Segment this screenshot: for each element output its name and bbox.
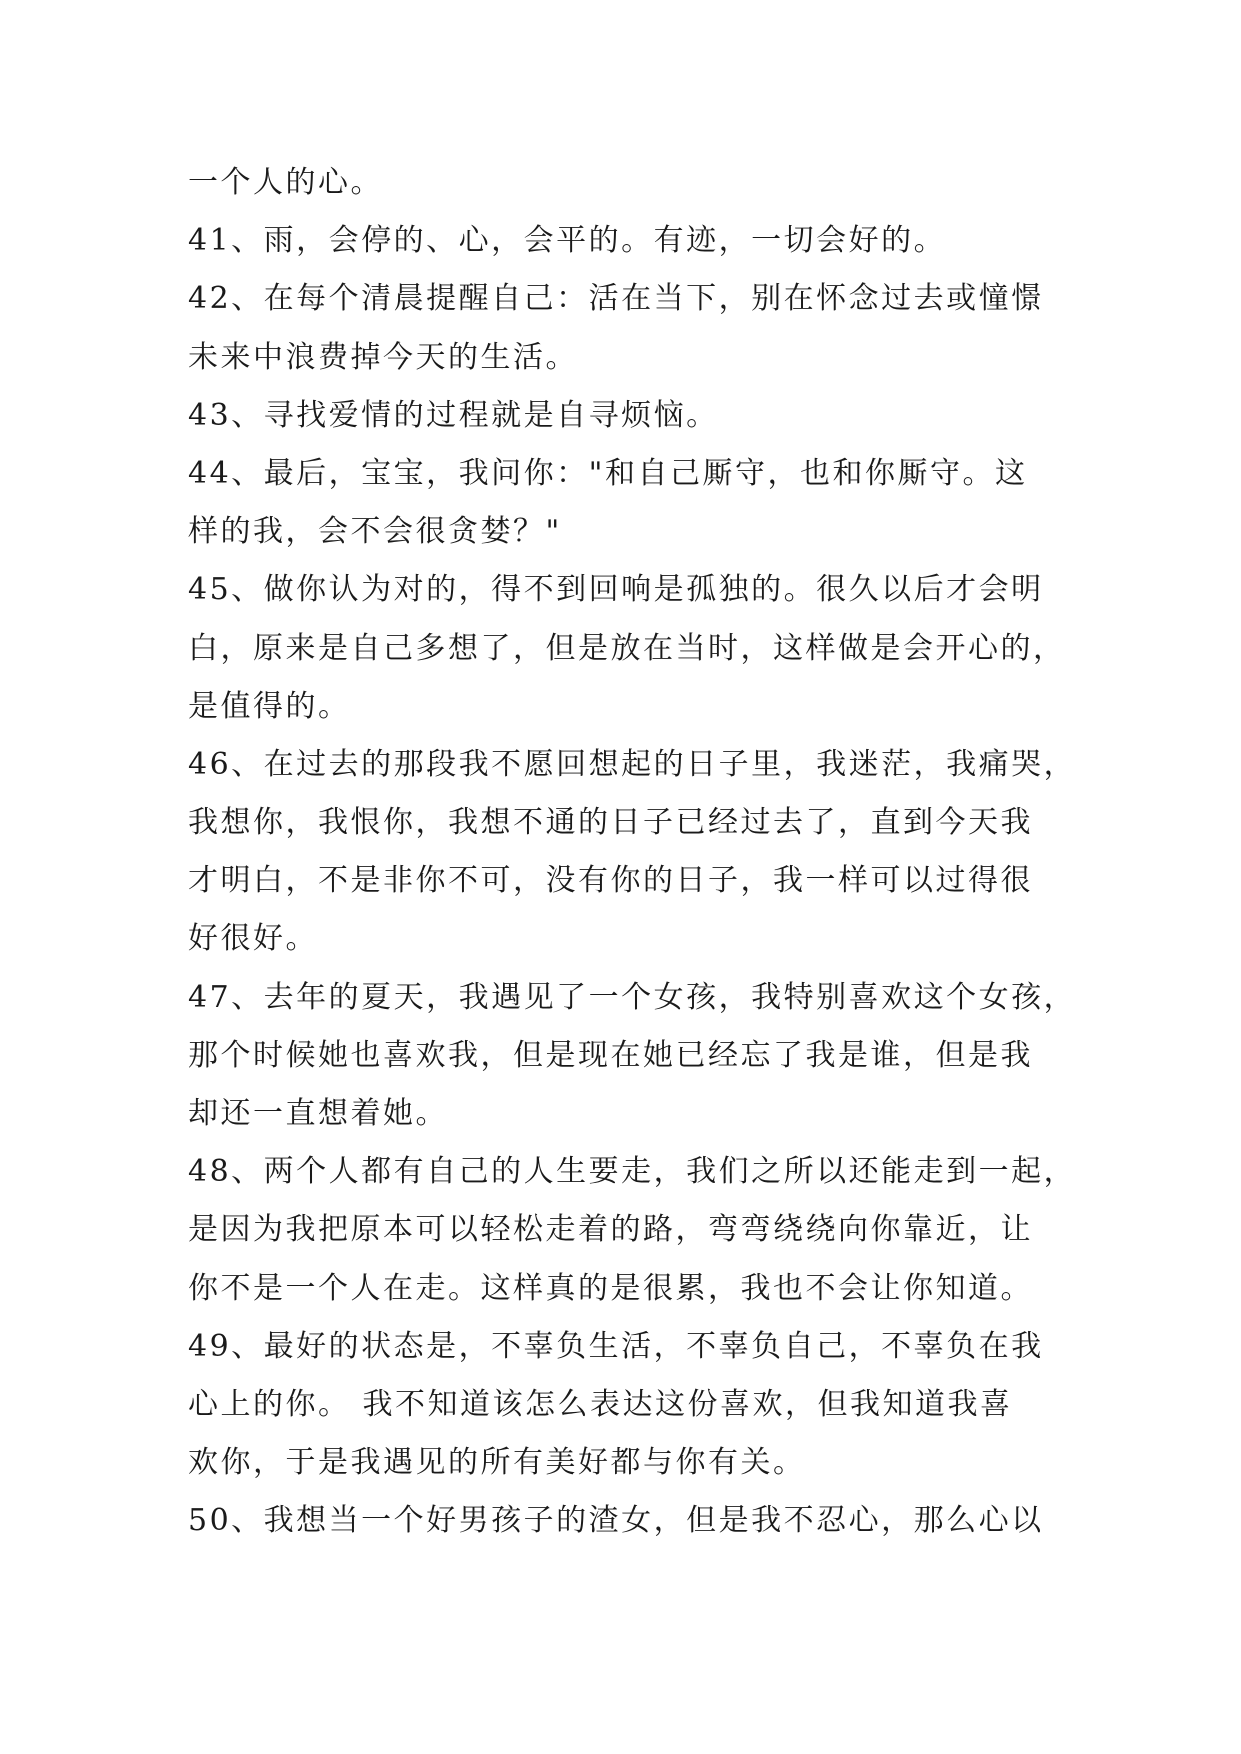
text-line: 46、在过去的那段我不愿回想起的日子里，我迷茫，我痛哭， [188, 746, 1077, 782]
text-line: 我想你，我恨你，我想不通的日子已经过去了，直到今天我 [188, 805, 1033, 841]
text-line: 49、最好的状态是，不辜负生活，不辜负自己，不辜负在我 [188, 1328, 1044, 1364]
text-line: 欢你，于是我遇见的所有美好都与你有关。 [188, 1445, 806, 1481]
text-line: 50、我想当一个好男孩子的渣女，但是我不忍心，那么心以 [188, 1503, 1044, 1539]
document-body [188, 154, 1077, 1551]
text-line: 好很好。 [188, 921, 318, 957]
text-line: 是值得的。 [188, 688, 351, 724]
text-line: 白，原来是自己多想了，但是放在当时，这样做是会开心的， [188, 630, 1066, 666]
text-line: 是因为我把原本可以轻松走着的路，弯弯绕绕向你靠近，让 [188, 1212, 1033, 1248]
text-line: 44、最后，宝宝，我问你："和自己厮守，也和你厮守。这 [188, 455, 1028, 491]
text-line: 却还一直想着她。 [188, 1096, 448, 1131]
text-line: 心上的你。 我不知道该怎么表达这份喜欢，但我知道我喜 [188, 1386, 1013, 1422]
text-line: 45、做你认为对的，得不到回响是孤独的。很久以后才会明 [188, 572, 1044, 608]
text-line: 43、寻找爱情的过程就是自寻烦恼。 [188, 397, 719, 433]
text-line: 48、两个人都有自己的人生要走，我们之所以还能走到一起， [188, 1154, 1077, 1190]
text-line: 47、去年的夏天，我遇见了一个女孩，我特别喜欢这个女孩， [188, 979, 1077, 1015]
text-line: 未来中浪费掉今天的生活。 [188, 339, 578, 375]
text-line: 样的我，会不会很贪婪？" [188, 514, 562, 550]
text-line: 才明白，不是非你不可，没有你的日子，我一样可以过得很 [188, 863, 1033, 899]
text-line: 41、雨，会停的、心，会平的。有迹，一切会好的。 [188, 223, 947, 259]
text-line: 42、在每个清晨提醒自己：活在当下，别在怀念过去或憧憬 [188, 281, 1044, 317]
text-line: 那个时候她也喜欢我，但是现在她已经忘了我是谁，但是我 [188, 1037, 1033, 1073]
text-line: 一个人的心。 [188, 165, 383, 200]
text-line: 你不是一个人在走。这样真的是很累，我也不会让你知道。 [188, 1270, 1033, 1306]
